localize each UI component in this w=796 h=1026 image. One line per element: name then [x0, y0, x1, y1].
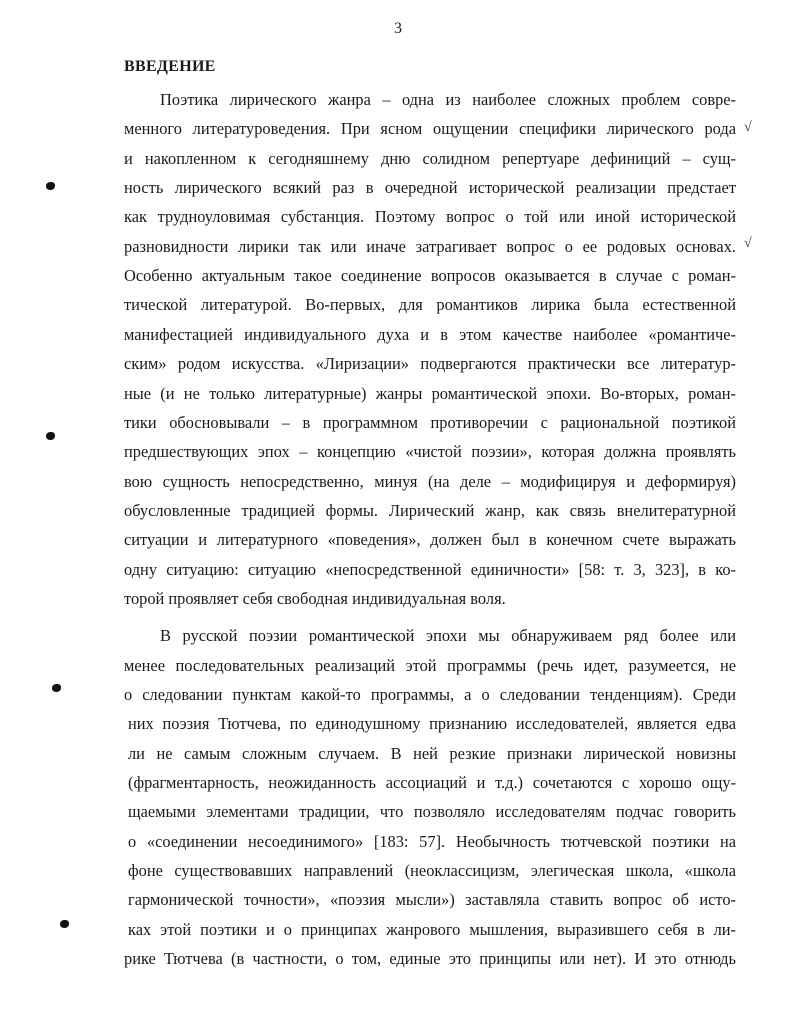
text-line: ках этой поэтики и о принципах жанрового мышления, выразившего себя в ли- — [128, 920, 736, 939]
text-line: и накопленном к сегодняшнему дню солидном репертуаре дефиниций – сущ- — [124, 149, 736, 168]
text-line: рике Тютчева (в частности, о том, единые это принципы или нет). И это отнюдь — [124, 949, 736, 968]
text-line: ность лирического всякий раз в очередной исторической реализации предстает — [124, 178, 736, 197]
text-line: манифестацией индивидуального духа и в этом качестве наиболее «романтиче- — [124, 325, 736, 344]
section-heading: ВВЕДЕНИЕ — [124, 58, 216, 75]
text-line: торой проявляет себя свободная индивидуальная воля. — [124, 589, 506, 608]
text-line: менного литературоведения. При ясном ощущении специфики лирического рода — [124, 119, 736, 138]
text-line: гармонической точности», «поэзия мысли») заставляла ставить вопрос об исто- — [128, 890, 736, 909]
text-line: предшествующих эпох – концепцию «чистой поэзии», которая должна проявлять — [124, 442, 736, 461]
margin-check-mark: √ — [744, 120, 752, 135]
text-line: тики обосновывали – в программном противоречии с рациональной поэтикой — [124, 413, 736, 432]
text-line: одну ситуацию: ситуацию «непосредственной единичности» [58: т. 3, 323], в ко- — [124, 560, 736, 579]
hole-punch-mark — [52, 684, 61, 692]
text-line: вою сущность непосредственно, минуя (на деле – модифицируя и деформируя) — [124, 472, 736, 491]
hole-punch-mark — [60, 920, 69, 928]
hole-punch-mark — [46, 182, 55, 190]
text-line: фоне существовавших направлений (неоклассицизм, элегическая школа, «школа — [128, 861, 736, 880]
hole-punch-mark — [46, 432, 55, 440]
text-line: (фрагментарность, неожиданность ассоциаций и т.д.) сочетаются с хорошо ощу- — [128, 773, 736, 792]
text-line: тической литературой. Во-первых, для романтиков лирика была естественной — [124, 295, 736, 314]
margin-check-mark: √ — [744, 236, 752, 251]
text-line: ситуации и литературного «поведения», должен был в конечном счете выражать — [124, 530, 736, 549]
text-line: ные (и не только литературные) жанры романтической эпохи. Во-вторых, роман- — [124, 384, 736, 403]
text-line: о «соединении несоединимого» [183: 57]. Необычность тютчевской поэтики на — [128, 832, 736, 851]
text-line: Особенно актуальным такое соединение вопросов оказывается в случае с роман- — [124, 266, 736, 285]
text-line: В русской поэзии романтической эпохи мы обнаруживаем ряд более или — [160, 626, 736, 645]
text-line: Поэтика лирического жанра – одна из наиболее сложных проблем совре- — [160, 90, 736, 109]
text-line: них поэзия Тютчева, по единодушному признанию исследователей, является едва — [128, 714, 736, 733]
text-line: ли не самым сложным случаем. В ней резкие признаки лирической новизны — [128, 744, 736, 763]
text-line: щаемыми элементами традиции, что позволяло исследователям подчас говорить — [128, 802, 736, 821]
text-line: как трудноуловимая субстанция. Поэтому вопрос о той или иной исторической — [124, 207, 736, 226]
text-line: разновидности лирики так или иначе затрагивает вопрос о ее родовых основах. — [124, 237, 736, 256]
page-number: 3 — [394, 20, 402, 37]
text-line: ским» родом искусства. «Лиризации» подвергаются практически все литератур- — [124, 354, 736, 373]
text-line: менее последовательных реализаций этой программы (речь идет, разумеется, не — [124, 656, 736, 675]
text-line: о следовании пунктам какой-то программы, а о следовании тенденциям). Среди — [124, 685, 736, 704]
text-line: обусловленные традицией формы. Лирический жанр, как связь внелитературной — [124, 501, 736, 520]
